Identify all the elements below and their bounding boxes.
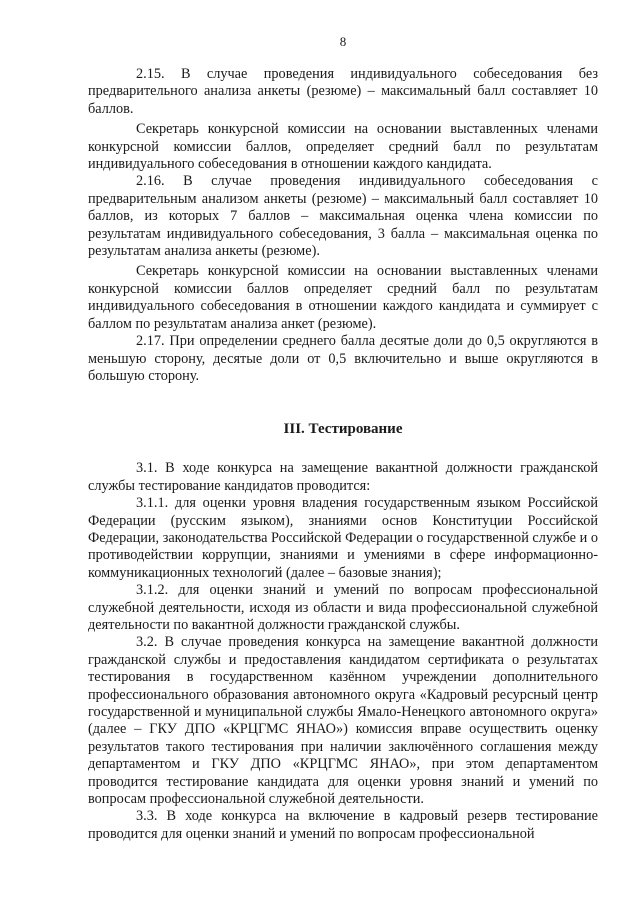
paragraph-3-2: 3.2. В случае проведения конкурса на замещение вакантной должности гражданской службы и предоставления кандидатом сертификата о результатах тестирования в государственном казённом учреждении дополнительного профессионального образования автономного округа «Кадровый ресурсный центр государственной и муниципальной службы Ямало-Ненецкого автономного округа» (далее – ГКУ ДПО «КРЦГМС ЯНАО») комиссия вправе осуществить оценку результатов такого тестирования при наличии заключённого соглашения между департаментом и ГКУ ДПО «КРЦГМС ЯНАО», при этом департаментом проводится тестирование кандидата для оценки уровня знаний и умений по вопросам профессиональной служебной деятельности. [88, 634, 598, 808]
paragraph-2-15: 2.15. В случае проведения индивидуального собеседования без предварительного анализа анкеты (резюме) – максимальный балл составляет 10 баллов. [88, 66, 598, 117]
paragraph-2-16-secretary: Секретарь конкурсной комиссии на основании выставленных членами конкурсной комиссии баллов определяет средний балл по результатам индивидуального собеседования в отношении каждого кандидата и суммирует с баллом по результатам анализа анкет (резюме). [88, 263, 598, 332]
paragraph-3-1-1: 3.1.1. для оценки уровня владения государственным языком Российской Федерации (русским языком), знаниями основ Конституции Российской Федерации, законодательства Российской Федерации о государственной службе и о противодействии коррупции, знаниями и умениями в сфере информационно-коммуникационных технологий (далее – базовые знания); [88, 495, 598, 581]
paragraph-3-1-2: 3.1.2. для оценки знаний и умений по вопросам профессиональной служебной деятельности, исходя из области и вида профессиональной служебной деятельности по вакантной должности гражданской службы. [88, 582, 598, 633]
paragraph-3-3: 3.3. В ходе конкурса на включение в кадровый резерв тестирование проводится для оценки знаний и умений по вопросам профессиональной [88, 808, 598, 842]
paragraph-2-15-secretary: Секретарь конкурсной комиссии на основании выставленных членами конкурсной комиссии баллов, определяет средний балл по результатам индивидуального собеседования в отношении каждого кандидата. [88, 121, 598, 173]
page-number: 8 [339, 34, 347, 49]
paragraph-2-16: 2.16. В случае проведения индивидуального собеседования с предварительным анализом анкеты (резюме) – максимальный балл составляет 10 баллов, из которых 7 баллов – максимальная оценка члена комиссии по результатам индивидуального собеседования, 3 балла – максимальная оценка по результатам анализа анкеты (резюме). [88, 173, 598, 260]
paragraph-3-1: 3.1. В ходе конкурса на замещение вакантной должности гражданской службы тестирование кандидатов проводится: [88, 460, 598, 494]
section-heading: III. Тестирование [283, 421, 403, 438]
paragraph-2-17: 2.17. При определении среднего балла десятые доли до 0,5 округляются в меньшую сторону, десятые доли от 0,5 включительно и выше округляются в большую сторону. [88, 333, 598, 384]
